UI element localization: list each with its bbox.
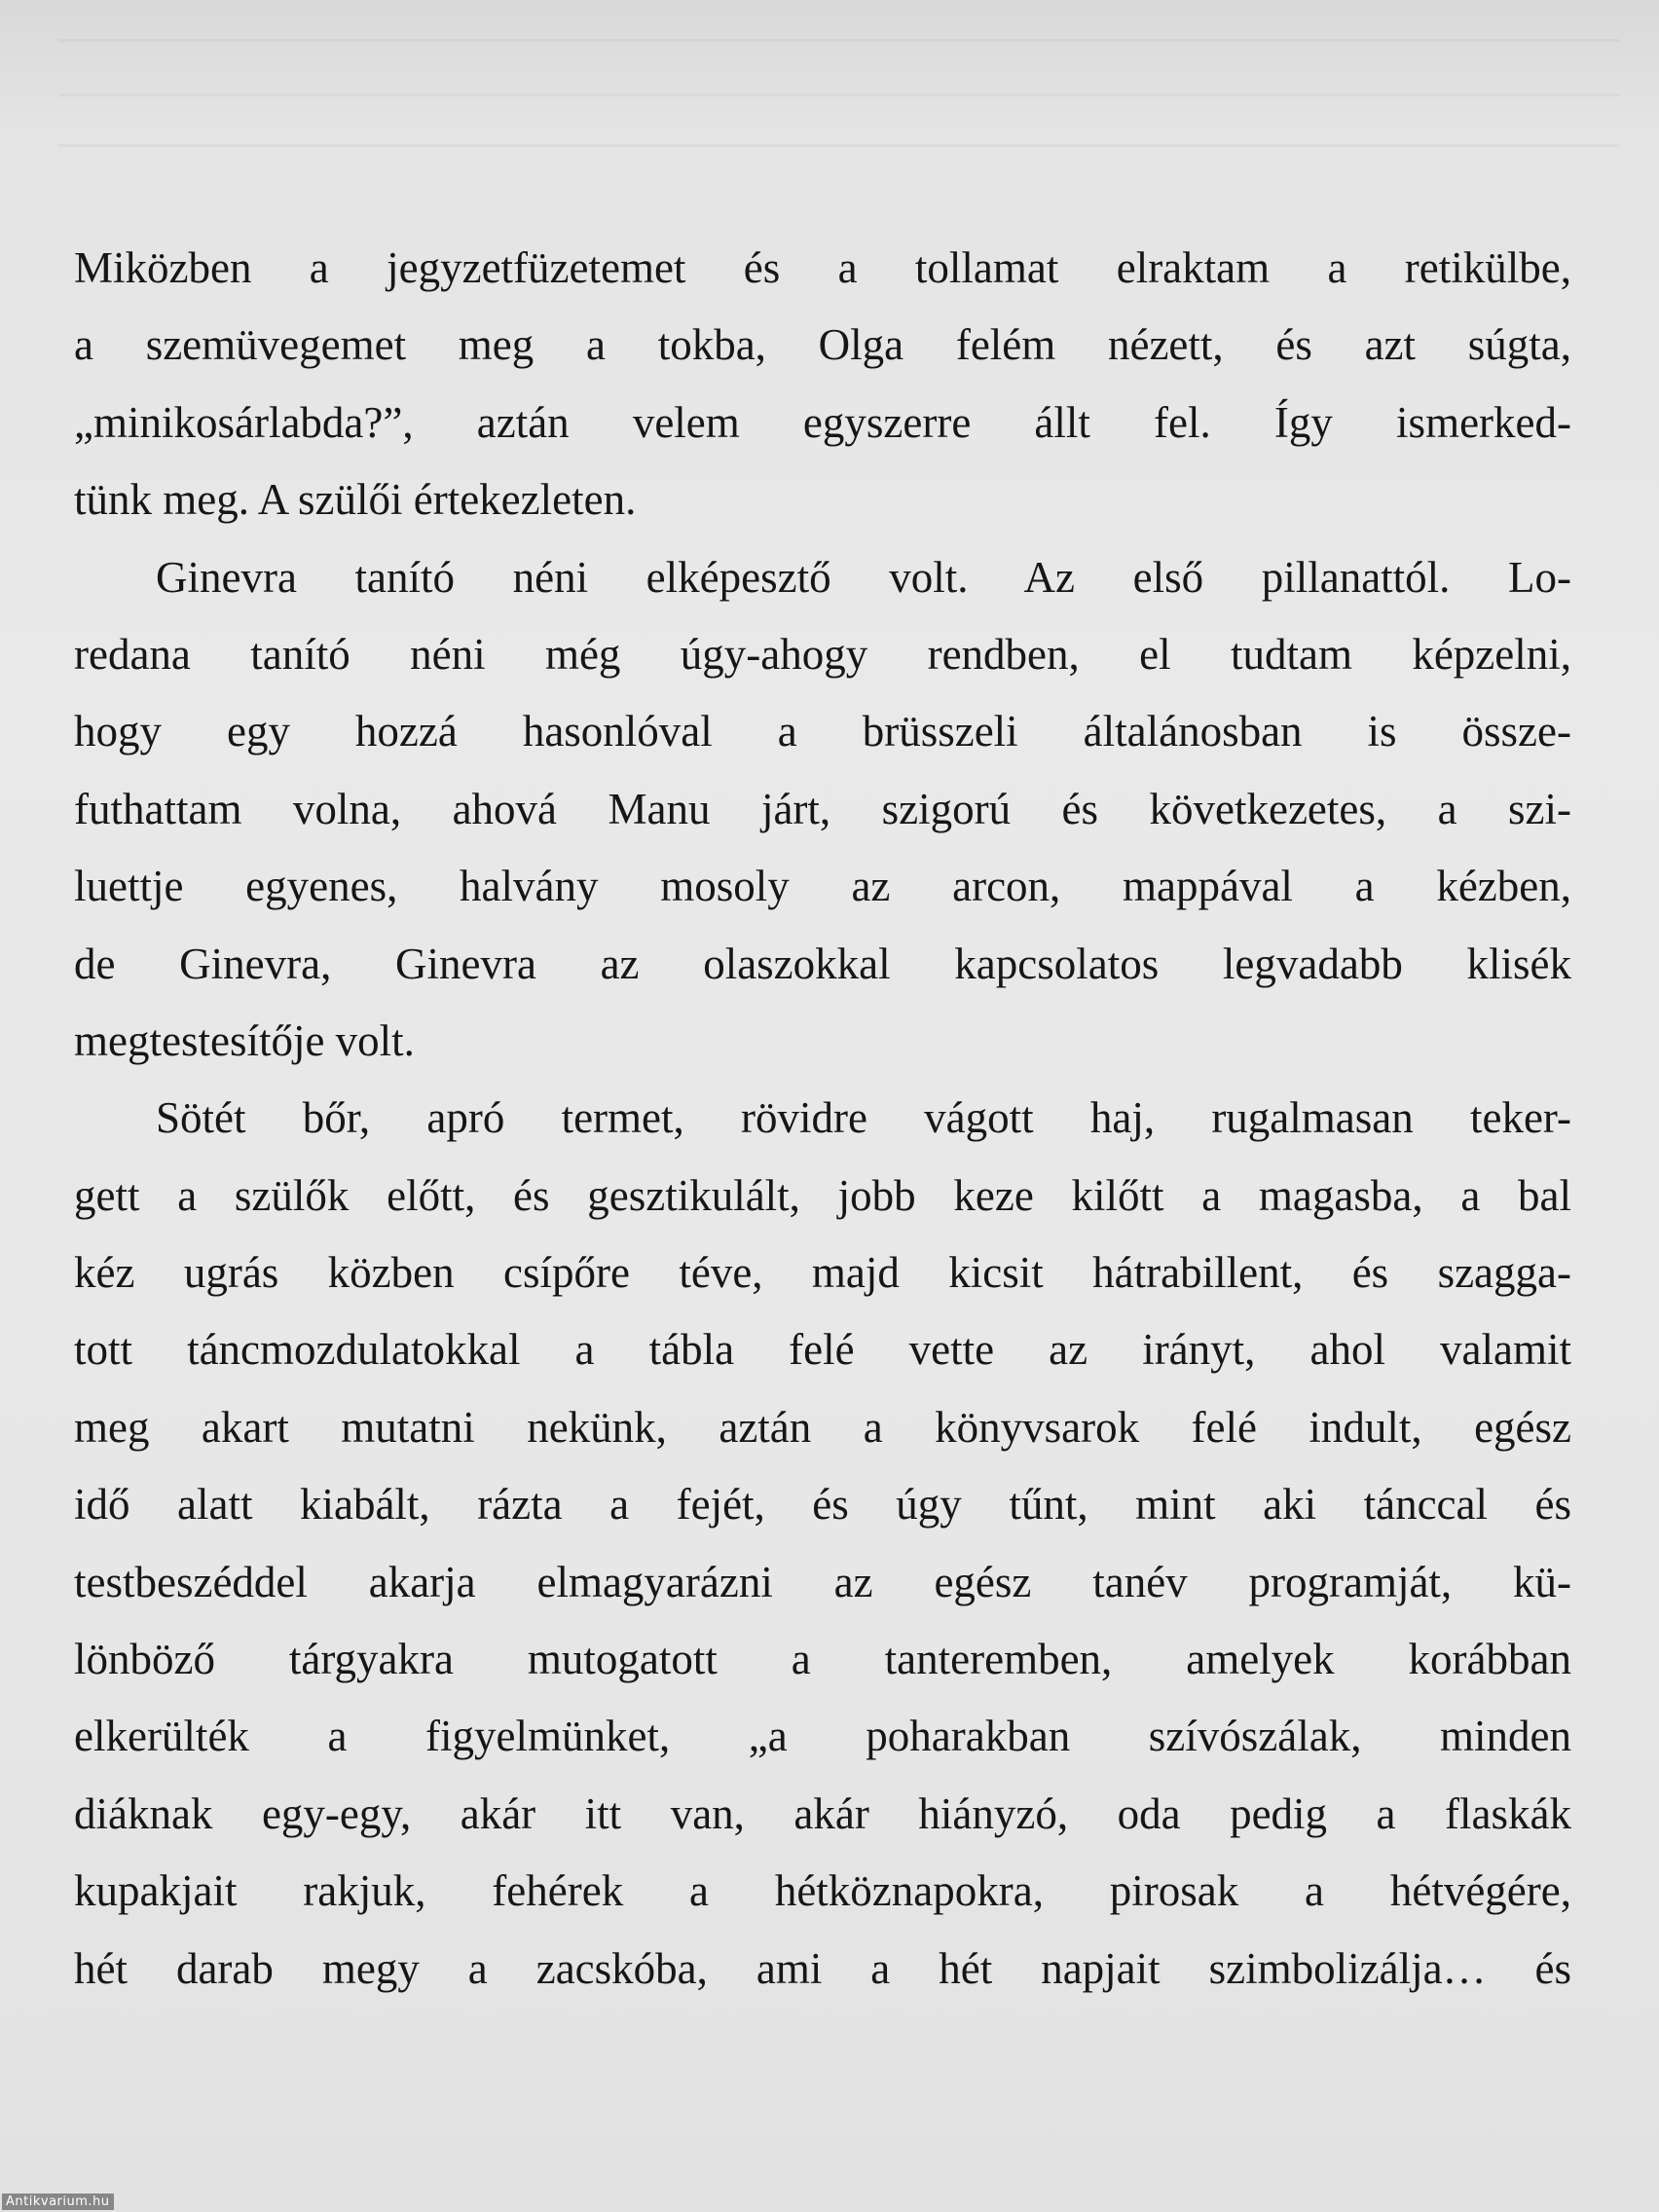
text-line: „minikosárlabda?”, aztán velem egyszerre állt fel. Így ismerked- [74, 397, 1571, 447]
watermark: Antikvarium.hu [2, 2194, 114, 2210]
text-line: testbeszéddel akarja elmagyarázni az egész tanév programját, kü- [74, 1557, 1571, 1606]
text-line: idő alatt kiabált, rázta a fejét, és úgy tűnt, mint aki tánccal és [74, 1480, 1571, 1530]
text-line: elkerülték a figyelmünket, „a poharakban szívószálak, minden [74, 1712, 1571, 1761]
text-line: futhattam volna, ahová Manu járt, szigorú és következetes, a szi- [74, 784, 1571, 833]
text-line: megtestesítője volt. [74, 1015, 415, 1065]
text-line: kéz ugrás közben csípőre téve, majd kicsit hátrabillent, és szagga- [74, 1248, 1571, 1298]
text-line: luettje egyenes, halvány mosoly az arcon, mappával a kézben, [74, 862, 1571, 911]
show-through-line [58, 93, 1620, 96]
text-line: hét darab megy a zacskóba, ami a hét napjait szimbolizálja… és [74, 1943, 1571, 1993]
text-line: Miközben a jegyzetfüzetemet és a tollamat elraktam a retikülbe, [74, 243, 1571, 292]
text-line: tünk meg. A szülői értekezleten. [74, 475, 637, 525]
text-line: de Ginevra, Ginevra az olaszokkal kapcsolatos legvadabb klisék [74, 939, 1571, 988]
text-line: tott táncmozdulatokkal a tábla felé vette az irányt, ahol valamit [74, 1325, 1571, 1375]
text-line: a szemüvegemet meg a tokba, Olga felém nézett, és azt súgta, [74, 320, 1571, 370]
text-line: redana tanító néni még úgy-ahogy rendben, el tudtam képzelni, [74, 629, 1571, 679]
text-line: hogy egy hozzá hasonlóval a brüsszeli általánosban is össze- [74, 707, 1571, 756]
show-through-line [58, 39, 1620, 42]
text-line: Ginevra tanító néni elképesztő volt. Az első pillanattól. Lo- [156, 552, 1571, 602]
show-through-line [58, 144, 1620, 147]
text-line: kupakjait rakjuk, fehérek a hétköznapokra, pirosak a hétvégére, [74, 1866, 1571, 1916]
text-line: diáknak egy-egy, akár itt van, akár hiányzó, oda pedig a flaskák [74, 1788, 1571, 1838]
text-line: meg akart mutatni nekünk, aztán a könyvsarok felé indult, egész [74, 1402, 1571, 1452]
text-line: gett a szülők előtt, és gesztikulált, jobb keze kilőtt a magasba, a bal [74, 1170, 1571, 1220]
text-line: Sötét bőr, apró termet, rövidre vágott haj, rugalmasan teker- [156, 1093, 1571, 1143]
body-text [74, 230, 1571, 2008]
text-line: lönböző tárgyakra mutogatott a tanteremben, amelyek korábban [74, 1635, 1571, 1684]
